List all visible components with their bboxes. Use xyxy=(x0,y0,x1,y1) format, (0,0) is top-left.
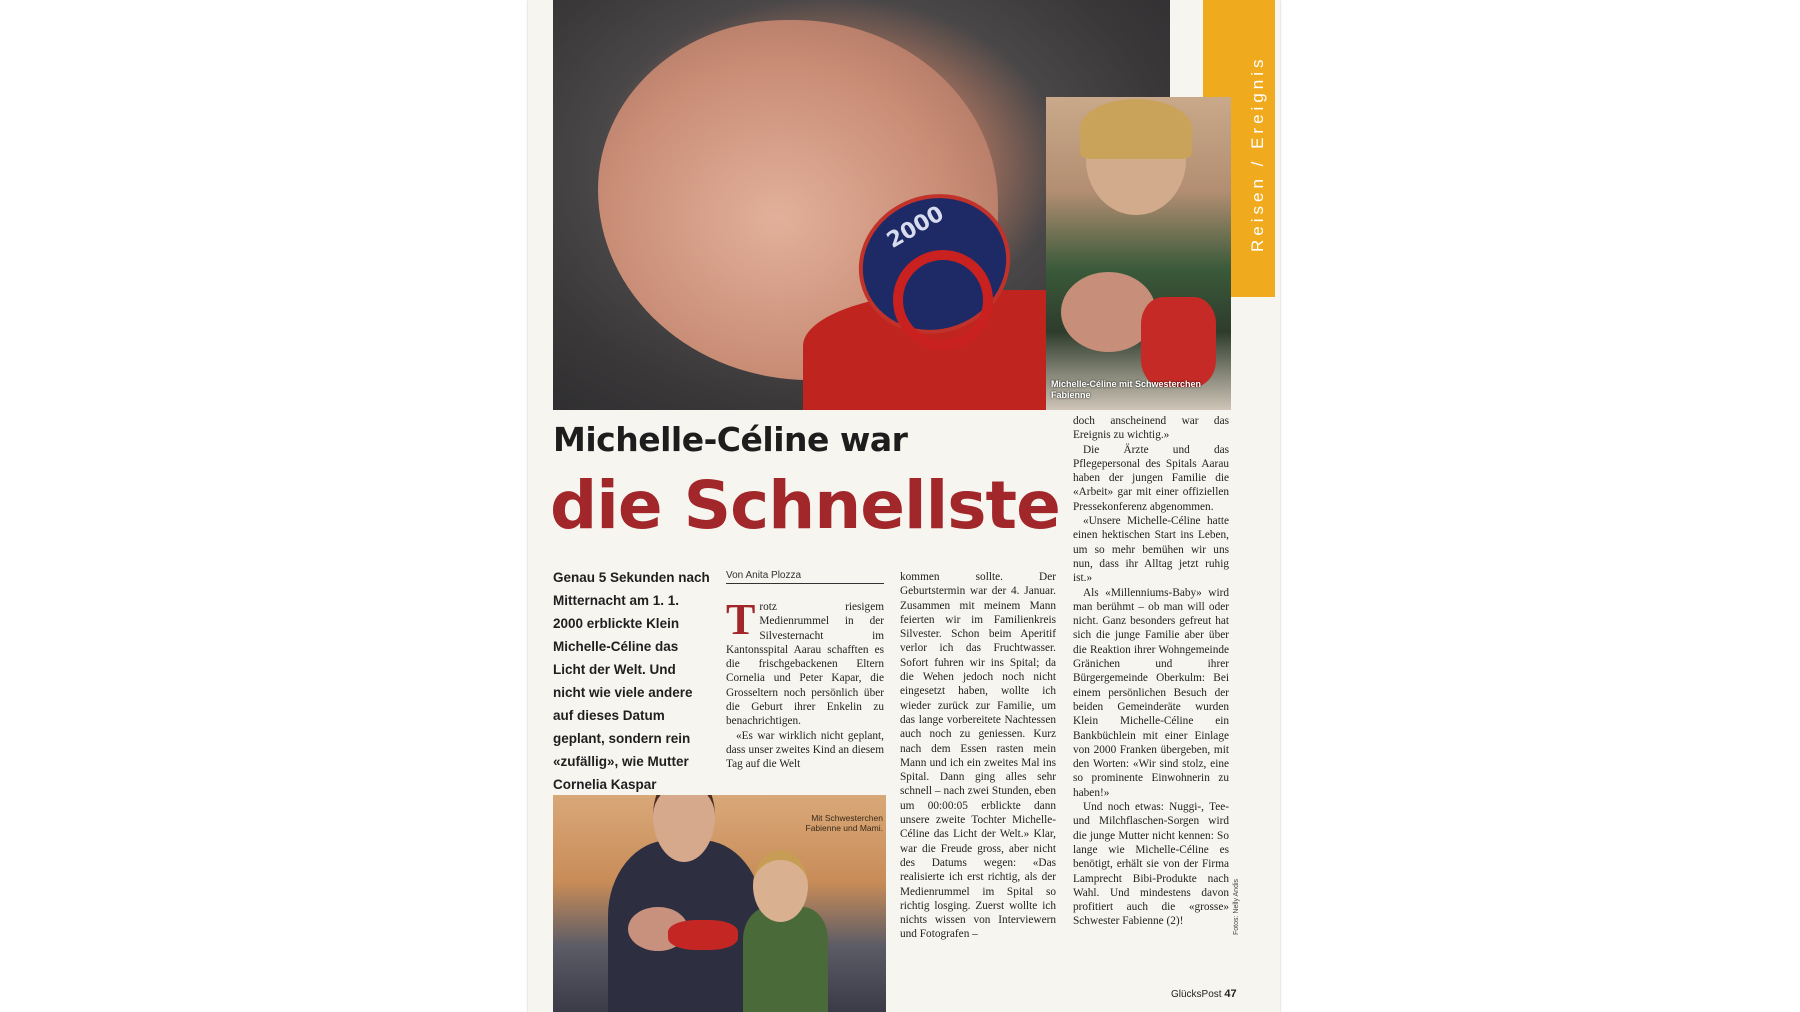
inset-sisters-photo xyxy=(1046,97,1231,410)
photo-credit: Fotos: Nelly Andis xyxy=(1233,878,1240,935)
page-number: 47 xyxy=(1224,988,1237,1000)
byline: Von Anita Plozza xyxy=(726,570,884,584)
dropcap: T xyxy=(726,600,756,644)
headline-line-1: Michelle-Céline war xyxy=(553,420,908,459)
page-footer xyxy=(1171,988,1237,1000)
article-paragraph: Trotz riesigem Medienrummel in der Silvesternacht im Kantonsspital Aarau schafften es die frischgebackenen Eltern Cornelia und Peter Kapar, die Grosseltern noch persönlich über die Geburt ihrer Enkelin zu benachrichtigen. xyxy=(726,600,884,728)
article-column-3 xyxy=(1073,414,1229,974)
baby-red-clothes xyxy=(668,920,738,950)
family-photo xyxy=(553,795,886,1012)
article-column-1 xyxy=(726,600,884,790)
headline-line-2: die Schnellste xyxy=(550,467,1060,544)
article-paragraph: Als «Millenniums-Baby» wird man berühmt – ob man will oder nicht. Ganz besonders gefreut hat sich die junge Familie aber über die Reaktion ihrer Wohngemeinde Gränichen und ihrer Bürgergemeinde Oberkulm: Bei einem persönlichen Besuch der beiden Gemeinderäte wurden Klein Michelle-Céline ein Bankbüchlein mit einer Einlage von 2000 Franken übergeben, mit den Worten: «Wir sind stolz, eine so prominente Einwohnerin zu haben!» xyxy=(1073,586,1229,799)
article-paragraph: «Es war wirklich nicht geplant, dass unser zweites Kind an diesem Tag auf die Welt xyxy=(726,729,884,771)
article-paragraph: Die Ärzte und das Pflegepersonal des Spitals Aarau haben der jungen Familie die «Arbeit» gar mit einer offiziellen Pressekonferenz abgenommen. xyxy=(1073,443,1229,513)
pacifier-ring-shape xyxy=(893,250,993,350)
family-photo-caption: Mit Schwesterchen Fabienne und Mami. xyxy=(805,813,883,833)
article-column-2 xyxy=(900,570,1056,970)
child-head-shape xyxy=(753,850,808,922)
magazine-page xyxy=(528,0,1280,1012)
article-paragraph: «Unsere Michelle-Céline hatte einen hektischen Start ins Leben, um so mehr bemühen wir uns nun, dass ihr Alltag jetzt ruhig ist.» xyxy=(1073,515,1229,585)
child-body-shape xyxy=(743,907,828,1012)
inset-red-toy xyxy=(1141,297,1216,387)
magazine-name: GlücksPost xyxy=(1171,989,1222,1000)
inset-photo-caption: Michelle-Céline mit Schwesterchen Fabienne xyxy=(1051,379,1202,400)
article-paragraph: Und noch etwas: Nuggi-, Tee- und Milchflaschen-Sorgen wird die junge Mutter nicht kennen: So lange wie Michelle-Céline es benötigt, erhält sie von der Firma Lamprecht Bibi-Produkte nach Wahl. Und mindestens davon profitiert auch die «grosse» Schwester Fabienne (2)! xyxy=(1073,801,1229,928)
inset-child-hair xyxy=(1080,99,1192,159)
pacifier-text: 2000 xyxy=(882,201,949,254)
section-label: Reisen / Ereignis xyxy=(1248,55,1267,252)
lead-paragraph: Genau 5 Sekunden nach Mitternacht am 1. 1. 2000 erblickte Klein Michelle-Céline das Licht der Welt. Und nicht wie viele andere auf dieses Datum geplant, sondern rein «zufällig», wie Mutter Cornelia Kaspar xyxy=(553,570,710,792)
article-paragraph: kommen sollte. Der Geburtstermin war der 4. Januar. Zusammen mit meinem Mann feierten wir im Familienkreis Silvester. Schon beim Aperitif verlor ich das Fruchtwasser. Sofort fuhren wir ins Spital; da die Wehen jedoch noch nicht eingesetzt haben, wollte ich wieder zurück zur Familie, um das lange vorbereitete Nachtessen auch noch zu geniessen. Kurz nach dem Essen rasten mein Mann und ich ein zweites Mal ins Spital. Dann ging alles sehr schnell – nach zwei Stunden, eben um 00:00:05 erblickte dann unsere zweite Tochter Michelle-Céline das Licht der Welt.» Klar, war die Freude gross, aber nicht des Datums wegen: «Das realisierte ich erst richtig, als der Medienrummel im Spital so richtig losging. Zuerst wollte ich nichts wissen von Interviewern und Fotografen – xyxy=(900,571,1056,941)
article-paragraph: doch anscheinend war das Ereignis zu wichtig.» xyxy=(1073,415,1229,442)
